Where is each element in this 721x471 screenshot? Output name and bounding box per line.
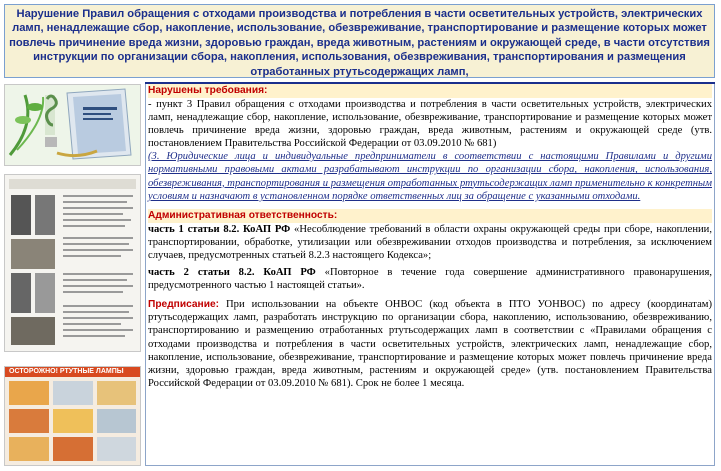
- part2-reference: часть 2 статьи 8.2. КоАП РФ: [148, 267, 316, 279]
- violations-heading-row: [148, 84, 712, 98]
- responsibility-heading: Административная ответственность:: [148, 209, 338, 221]
- illustrations-column: [4, 84, 141, 466]
- responsibility-heading-row: [148, 209, 712, 223]
- violations-text: - пункт 3 Правил обращения с отходами производства и потребления в части осветительных устройств, электрических ламп, ненадлежащие сбор, накопление, использование, обезвреживание, транспортирование и размещение которых может повлечь причинение вреда жизни, здоровью граждан, вреда животным, растениям и окружающей среде (утв. постановлением Правительства Российской Федерации от 03.09.2010 № 681): [148, 99, 712, 150]
- violation-details: [145, 84, 715, 466]
- instruction-booklet-image: [4, 84, 141, 166]
- header-banner: [4, 4, 715, 78]
- part2-text: «Повторное в течение года совершение административного правонарушения, предусмотренного частью 1 настоящей статьи».: [148, 267, 712, 292]
- prescription-block: [148, 298, 712, 390]
- part1-reference: часть 1 статьи 8.2. КоАП РФ: [148, 223, 291, 235]
- responsibility-part1: [148, 223, 712, 262]
- leaflet-image: [4, 174, 141, 352]
- violations-heading: Нарушены требования:: [148, 85, 268, 96]
- page-title: Нарушение Правил обращения с отходами производства и потребления в части осветительных устройств, электрических ламп, ненадлежащие сбор, накопление, использование, обезвреживание, транспортирование и размещение которых может повлечь причинение вреда жизни, здоровью граждан, вреда животным, растениям и окружающей среде, в части отсутствия инструкции по организации сбора, накопления, использования, обезвреживания, транспортирования и размещения отработанных ртутьсодержащих ламп,: [9, 8, 710, 78]
- leaflet-illustration: [5, 175, 140, 351]
- violations-note: (3. Юридические лица и индивидуальные предприниматели в соответствии с настоящими Правилами и другими нормативными правовыми актами разрабатывают инструкции по организации сбора, накопления, использования, обезвреживания, транспортирования и размещения отработанных ртутьсодержащих ламп применительно к конкретным условиям и назначают в установленном порядке ответственных лиц за обращение с указанными отходами.: [148, 151, 712, 202]
- prescription-text: При использовании на объекте ОНВОС (код объекта в ПТО УОНВОС) по адресу (координатам) ртутьсодержащих ламп, разработать инструкцию по организации сбора, накоплению, использованию, обезвреживанию, транспортированию и размещению отработанных ртутьсодержащих ламп в соответствии с «Правилами обращения с отходами производства и потребления в части осветительных устройств, электрических ламп, ненадлежащие сбор, накопление, использование, обезвреживание, транспортирование и размещение которых может повлечь причинение вреда жизни, здоровью граждан, вреда животным, растениям и окружающей среде» (утв. постановлением Правительства Российской Федерации от 03.09.2010 № 681). Срок не более 1 месяца.: [148, 299, 712, 389]
- warning-poster-image: [4, 366, 141, 466]
- part1-text: «Несоблюдение требований в области охраны окружающей среды при сборе, накоплении, транспортировании, обработке, утилизации или обезвреживании отходов производства и потребления, за исключением случаев, предусмотренных статьей 8.2.3 настоящего Кодекса»;: [148, 223, 712, 261]
- booklet-illustration: [5, 85, 140, 165]
- responsibility-part2: [148, 266, 712, 292]
- prescription-heading: Предписание:: [148, 299, 220, 311]
- poster-banner: ОСТОРОЖНО! РТУТНЫЕ ЛАМПЫ: [5, 367, 140, 377]
- poster-illustration: [5, 377, 140, 465]
